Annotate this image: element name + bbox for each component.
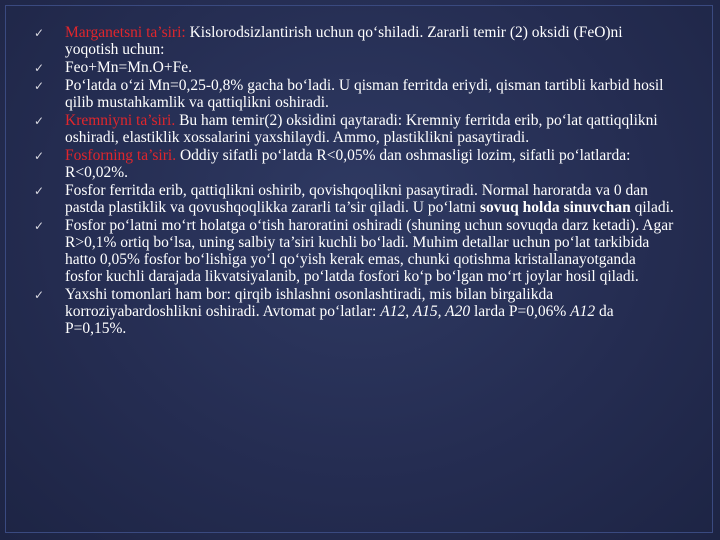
italic-text: A12, A15, A20 bbox=[380, 303, 471, 320]
list-item bbox=[34, 77, 674, 111]
tick-mark-icon: ✓ bbox=[34, 288, 45, 302]
item-text: Fosfor ferritda erib, qattiqlikni oshirib, qovishqoqlikni pasaytiradi. Normal haroratda va 0 dan pastda plastiklik va qovushqoqlikka zararli ta’sir qiladi. U po‘latni bbox=[65, 182, 648, 216]
tick-mark-icon: ✓ bbox=[34, 219, 45, 233]
highlight-text: Fosforning ta’siri. bbox=[65, 147, 177, 164]
list-item bbox=[34, 24, 674, 58]
list-item bbox=[34, 217, 674, 285]
list-item bbox=[34, 182, 674, 216]
bullet-list bbox=[34, 24, 674, 337]
item-text: da P=0,15%. bbox=[65, 303, 614, 337]
tick-mark-icon: ✓ bbox=[34, 79, 45, 93]
highlight-text: Kremniyni ta’siri. bbox=[65, 112, 176, 129]
item-text: Yaxshi tomonlari ham bor: qirqib ishlashni osonlashtiradi, mis bilan birgalikda korroziyabardoshlikni oshiradi. Avtomat po‘latlar: bbox=[65, 286, 554, 320]
tick-mark-icon: ✓ bbox=[34, 61, 45, 75]
tick-mark-icon: ✓ bbox=[34, 26, 45, 40]
item-text: Fosfor po‘latni mo‘rt holatga o‘tish haroratini oshiradi (shuning uchun sovuqda darz ketadi). Agar R>0,1% ortiq bo‘lsa, uning salbiy ta’siri kuchli bo‘ladi. Muhim detallar uchun po‘lat tarkibida hatto 0,05% fosfor bo‘lishiga yo‘l qo‘yish kerak emas, chunki qotishma kristallanayotganda fosfor kuchli darajada likvatsiyalanib, po‘latda fosfori ko‘p bo‘lgan mo‘rt joylar hosil qiladi. bbox=[65, 217, 674, 285]
list-item bbox=[34, 59, 674, 76]
item-text: Bu ham temir(2) oksidini qaytaradi: Kremniy ferritda erib, po‘lat qattiqqlikni oshiradi, elastiklik xossalarini yaxshilaydi. Ammo, plastiklikni pasaytiradi. bbox=[65, 112, 658, 146]
item-text: Kislorodsizlantirish uchun qo‘shiladi. Zararli temir (2) oksidi (FeO)ni yoqotish uchun: bbox=[65, 24, 623, 58]
slide-content bbox=[34, 24, 674, 338]
tick-mark-icon: ✓ bbox=[34, 114, 45, 128]
item-text: Po‘latda o‘zi Mn=0,25-0,8% gacha bo‘ladi. U qisman ferritda eriydi, qisman tartibli karbid hosil qilib mustahkamlik va qattiqlikni oshiradi. bbox=[65, 77, 664, 111]
tick-mark-icon: ✓ bbox=[34, 184, 45, 198]
bold-text: sovuq holda sinuvchan bbox=[479, 199, 631, 216]
tick-mark-icon: ✓ bbox=[34, 149, 45, 163]
list-item bbox=[34, 147, 674, 181]
highlight-text: Marganetsni ta’siri: bbox=[65, 24, 186, 41]
italic-text: A12 bbox=[570, 303, 596, 320]
list-item bbox=[34, 286, 674, 337]
item-text: larda P=0,06% bbox=[470, 303, 571, 320]
list-item bbox=[34, 112, 674, 146]
item-text: qiladi. bbox=[630, 199, 674, 216]
item-text: Oddiy sifatli po‘latda R<0,05% dan oshmasligi lozim, sifatli po‘latlarda: R<0,02%. bbox=[65, 147, 631, 181]
item-text: Feo+Mn=Mn.O+Fe. bbox=[65, 59, 192, 76]
